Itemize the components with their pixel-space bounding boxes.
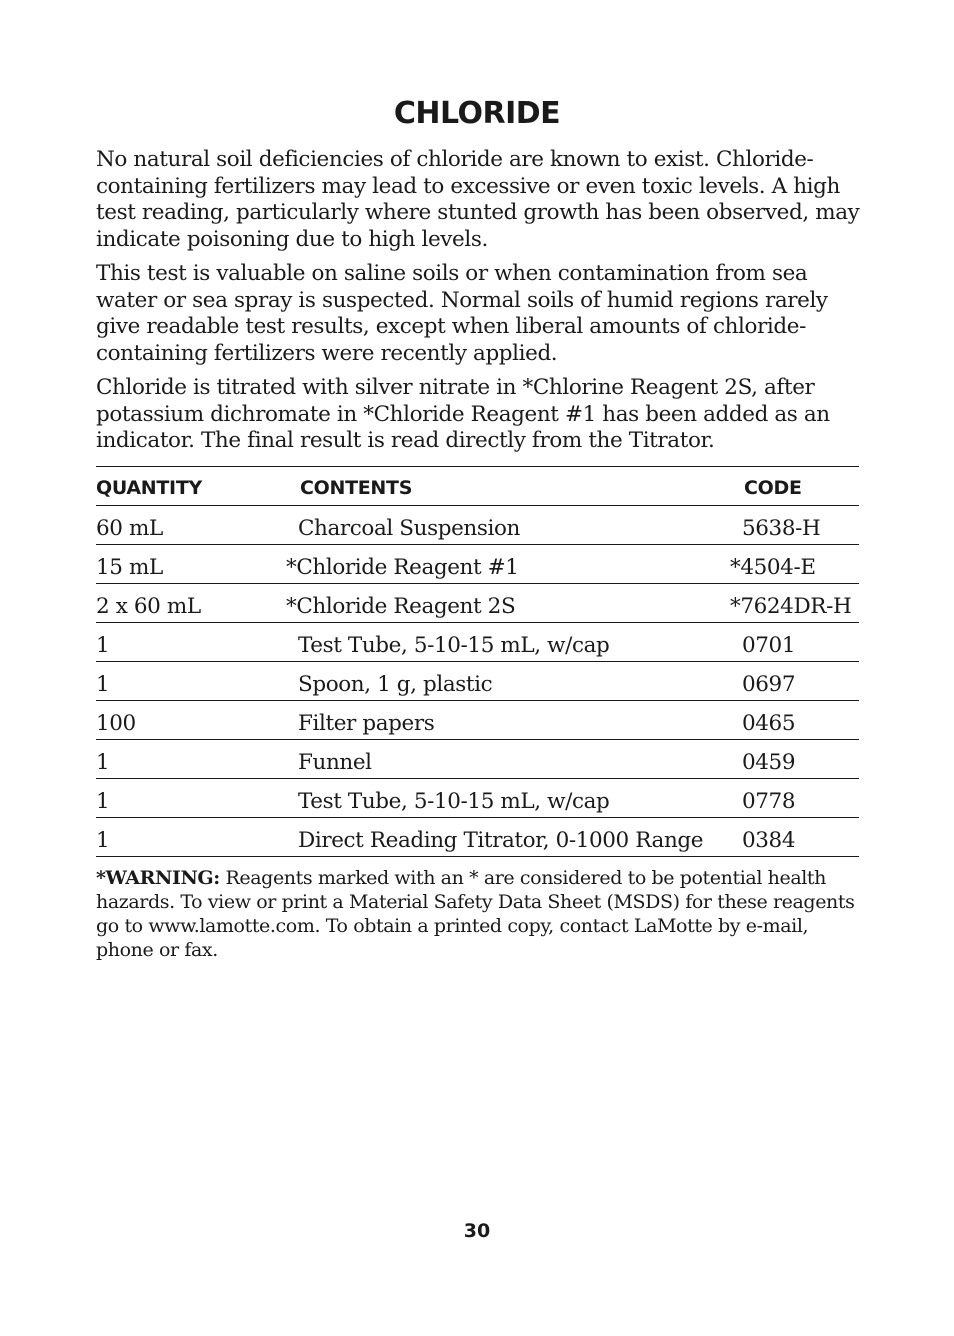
- row-quantity: 1: [96, 750, 110, 775]
- row-contents: Direct Reading Titrator, 0-1000 Range: [298, 828, 704, 853]
- table-row: [96, 623, 859, 662]
- warning-note: [96, 866, 866, 962]
- page-title: CHLORIDE: [393, 96, 561, 131]
- row-quantity: 1: [96, 789, 110, 814]
- row-quantity: 1: [96, 633, 110, 658]
- table-row: [96, 701, 859, 740]
- row-contents: Test Tube, 5-10-15 mL, w/cap: [298, 789, 610, 814]
- table-row: [96, 506, 859, 545]
- table-row: [96, 584, 859, 623]
- table-row: [96, 662, 859, 701]
- warning-label: *WARNING:: [96, 867, 220, 889]
- row-quantity: 60 mL: [96, 516, 163, 541]
- row-code: 0459: [742, 750, 796, 775]
- method-paragraph: Chloride is titrated with silver nitrate in *Chlorine Reagent 2S, after potassium dichromate in *Chloride Reagent #1 has been added as an indicator. The final result is read directly from the Titrator.: [96, 375, 830, 453]
- header-quantity: QUANTITY: [96, 477, 202, 499]
- row-code: 0778: [742, 789, 796, 814]
- page-number: 30: [463, 1220, 491, 1242]
- row-code: 0701: [742, 633, 796, 658]
- row-quantity: 100: [96, 711, 136, 736]
- row-quantity: 1: [96, 672, 110, 697]
- row-contents: *Chloride Reagent #1: [286, 555, 519, 580]
- row-contents: Test Tube, 5-10-15 mL, w/cap: [298, 633, 610, 658]
- row-code: *4504-E: [730, 555, 816, 580]
- table-row: [96, 545, 859, 584]
- row-quantity: 15 mL: [96, 555, 163, 580]
- row-code: 0384: [742, 828, 796, 853]
- row-contents: Charcoal Suspension: [298, 516, 520, 541]
- row-code: *7624DR-H: [730, 594, 852, 619]
- header-code: CODE: [744, 477, 802, 499]
- row-code: 5638-H: [742, 516, 821, 541]
- row-quantity: 2 x 60 mL: [96, 594, 201, 619]
- row-quantity: 1: [96, 828, 110, 853]
- row-code: 0697: [742, 672, 796, 697]
- contents-table: [96, 466, 859, 857]
- row-code: 0465: [742, 711, 796, 736]
- intro-paragraph: No natural soil deficiencies of chloride are known to exist. Chloride-containing fertilizers may lead to excessive or even toxic levels. A high test reading, particularly where stunted growth has been observed, may indicate poisoning due to high levels.: [96, 147, 860, 252]
- row-contents: Spoon, 1 g, plastic: [298, 672, 493, 697]
- row-contents: Funnel: [298, 750, 372, 775]
- table-row: [96, 740, 859, 779]
- header-contents: CONTENTS: [300, 477, 413, 499]
- usage-paragraph: This test is valuable on saline soils or when contamination from sea water or sea spray is suspected. Normal soils of humid regions rarely give readable test results, except when liberal amounts of chloride-containing fertilizers were recently applied.: [96, 261, 828, 366]
- table-row: [96, 779, 859, 818]
- row-contents: Filter papers: [298, 711, 435, 736]
- table-row: [96, 818, 859, 857]
- table-header: [96, 467, 859, 506]
- row-contents: *Chloride Reagent 2S: [286, 594, 516, 619]
- warning-text: Reagents marked with an * are considered to be potential health hazards. To view or print a Material Safety Data Sheet (MSDS) for these reagents go to www.lamotte.com. To obtain a printed copy, contact LaMotte by e-mail, phone or fax.: [96, 867, 855, 961]
